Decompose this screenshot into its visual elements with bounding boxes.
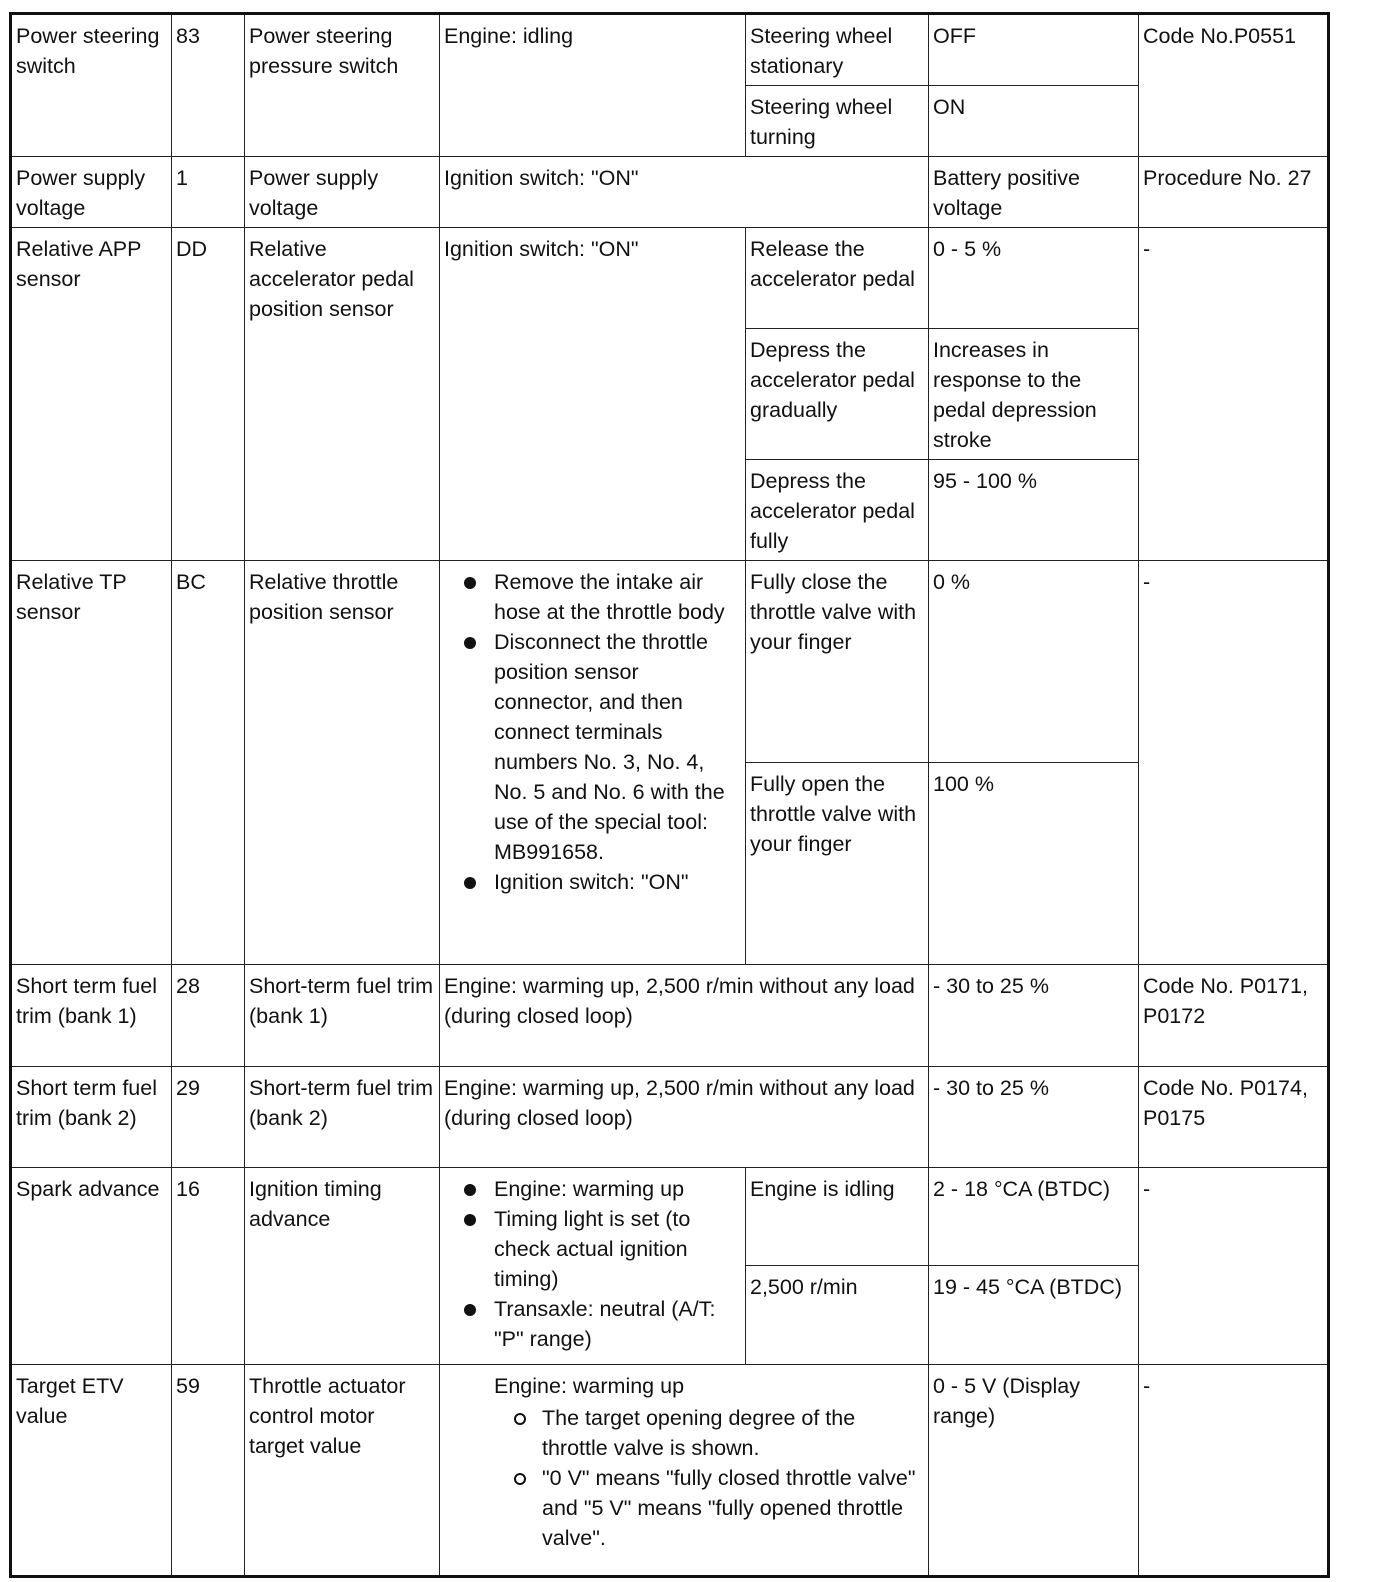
condition-cell (440, 1365, 929, 1577)
normal-condition-cell: Increases in response to the pedal depression stroke (929, 329, 1139, 460)
reference-cell: - (1139, 1168, 1329, 1365)
item-cell: Spark advance (11, 1168, 172, 1365)
table-row (11, 1168, 1329, 1266)
table-row (11, 561, 1329, 763)
list-item: Remove the intake air hose at the throttle body (494, 567, 741, 627)
table-row (11, 157, 1329, 228)
item-cell: Short term fuel trim (bank 1) (11, 965, 172, 1067)
condition-bullet-list (444, 1174, 741, 1354)
normal-condition-cell: - 30 to 25 % (929, 965, 1139, 1067)
normal-condition-cell: 0 % (929, 561, 1139, 763)
condition-bullet-list (444, 567, 741, 897)
reference-cell: - (1139, 561, 1329, 965)
check-item-cell: Short-term fuel trim (bank 1) (245, 965, 440, 1067)
condition-cell: Ignition switch: "ON" (440, 157, 929, 228)
table-row (11, 228, 1329, 329)
normal-condition-cell: 100 % (929, 763, 1139, 965)
sub-condition-cell: Release the accelerator pedal (746, 228, 929, 329)
normal-condition-cell: ON (929, 86, 1139, 157)
sub-condition-cell: 2,500 r/min (746, 1266, 929, 1365)
list-item: Ignition switch: "ON" (494, 867, 741, 897)
list-item: "0 V" means "fully closed throttle valve" and "5 V" means "fully opened throttle valve". (542, 1463, 924, 1553)
sub-condition-cell: Fully open the throttle valve with your finger (746, 763, 929, 965)
check-item-cell: Ignition timing advance (245, 1168, 440, 1365)
condition-cell: Engine: idling (440, 14, 746, 157)
condition-note-list (494, 1403, 924, 1553)
check-item-cell: Power steering pressure switch (245, 14, 440, 157)
sub-condition-cell: Fully close the throttle valve with your finger (746, 561, 929, 763)
table-row (11, 14, 1329, 86)
normal-condition-cell: - 30 to 25 % (929, 1067, 1139, 1168)
check-item-cell: Throttle actuator control motor target value (245, 1365, 440, 1577)
sub-condition-cell: Steering wheel stationary (746, 14, 929, 86)
condition-cell: Engine: warming up, 2,500 r/min without any load (during closed loop) (440, 1067, 929, 1168)
item-no-cell: 16 (172, 1168, 245, 1365)
sub-condition-cell: Depress the accelerator pedal gradually (746, 329, 929, 460)
reference-cell: Code No. P0171, P0172 (1139, 965, 1329, 1067)
sub-condition-cell: Depress the accelerator pedal fully (746, 460, 929, 561)
table-row (11, 965, 1329, 1067)
list-item: The target opening degree of the throttle valve is shown. (542, 1403, 924, 1463)
check-item-cell: Short-term fuel trim (bank 2) (245, 1067, 440, 1168)
item-no-cell: BC (172, 561, 245, 965)
table-row (11, 1067, 1329, 1168)
normal-condition-cell: 0 - 5 % (929, 228, 1139, 329)
item-cell: Power steering switch (11, 14, 172, 157)
normal-condition-cell: 19 - 45 °CA (BTDC) (929, 1266, 1139, 1365)
item-cell: Relative TP sensor (11, 561, 172, 965)
data-list-table (9, 12, 1330, 1578)
condition-heading: Engine: warming up (494, 1374, 685, 1398)
sub-condition-cell: Steering wheel turning (746, 86, 929, 157)
reference-cell: Code No.P0551 (1139, 14, 1329, 157)
normal-condition-cell: OFF (929, 14, 1139, 86)
item-no-cell: 59 (172, 1365, 245, 1577)
normal-condition-cell: 2 - 18 °CA (BTDC) (929, 1168, 1139, 1266)
normal-condition-cell: 95 - 100 % (929, 460, 1139, 561)
item-no-cell: DD (172, 228, 245, 561)
check-item-cell: Relative throttle position sensor (245, 561, 440, 965)
sub-condition-cell: Engine is idling (746, 1168, 929, 1266)
item-cell: Target ETV value (11, 1365, 172, 1577)
list-item: Engine: warming up (494, 1174, 741, 1204)
condition-cell: Engine: warming up, 2,500 r/min without any load (during closed loop) (440, 965, 929, 1067)
list-item: Disconnect the throttle position sensor connector, and then connect terminals numbers No. 3, No. 4, No. 5 and No. 6 with the use of the special tool: MB991658. (494, 627, 741, 867)
check-item-cell: Relative accelerator pedal position sensor (245, 228, 440, 561)
condition-cell (440, 1168, 746, 1365)
item-cell: Power supply voltage (11, 157, 172, 228)
item-no-cell: 83 (172, 14, 245, 157)
list-item: Timing light is set (to check actual ignition timing) (494, 1204, 741, 1294)
check-item-cell: Power supply voltage (245, 157, 440, 228)
reference-cell: - (1139, 228, 1329, 561)
reference-cell: Code No. P0174, P0175 (1139, 1067, 1329, 1168)
item-no-cell: 29 (172, 1067, 245, 1168)
reference-cell: - (1139, 1365, 1329, 1577)
item-no-cell: 28 (172, 965, 245, 1067)
list-item: Transaxle: neutral (A/T: "P" range) (494, 1294, 741, 1354)
table-row (11, 1365, 1329, 1577)
item-cell: Short term fuel trim (bank 2) (11, 1067, 172, 1168)
normal-condition-cell: Battery positive voltage (929, 157, 1139, 228)
normal-condition-cell: 0 - 5 V (Display range) (929, 1365, 1139, 1577)
item-no-cell: 1 (172, 157, 245, 228)
reference-cell: Procedure No. 27 (1139, 157, 1329, 228)
condition-cell: Ignition switch: "ON" (440, 228, 746, 561)
condition-cell (440, 561, 746, 965)
item-cell: Relative APP sensor (11, 228, 172, 561)
